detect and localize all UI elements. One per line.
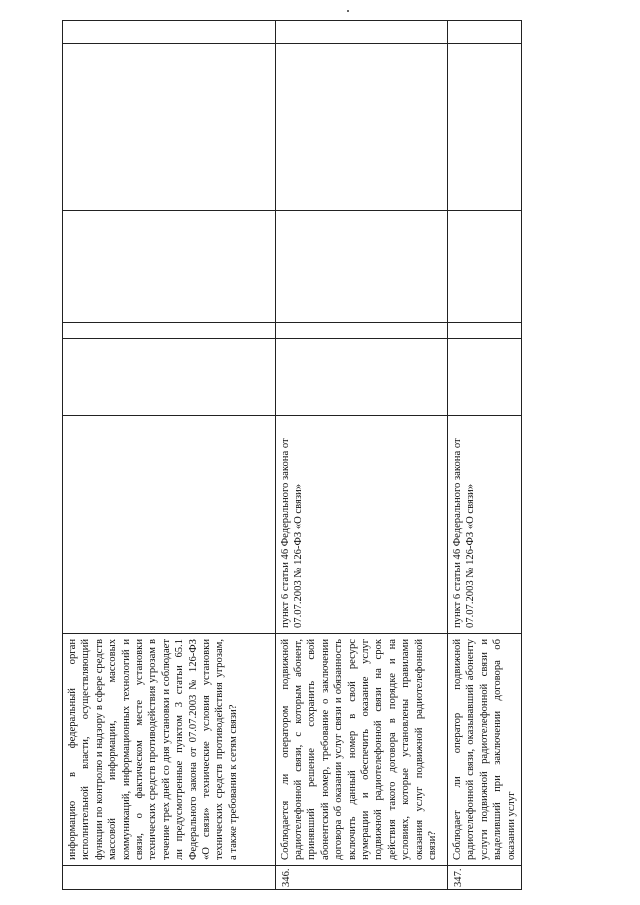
reference-cell: пункт 6 статьи 46 Федерального закона от 07.07.2003 № 126-ФЗ «О связи» (276, 415, 447, 633)
empty-cell (63, 338, 275, 415)
checklist-table (62, 20, 522, 890)
question-cell: Соблюдается ли оператором подвижной радиотелефонной связи, с которым абонент, принявший решение сохранить свой абонентский номер, требование о заключении договора об оказании услуг связи и обязанность включить данный номер в свой ресурс нумерации и обеспечить оказание услуг подвижной радиотелефонной связи на срок действия такого договора в порядке и на условиях, которые установлены правилами оказания услуг подвижной радиотелефонной связи? (276, 633, 447, 865)
empty-cell (63, 210, 275, 322)
scan-speck (347, 10, 349, 12)
row-number: 347. (448, 865, 521, 889)
empty-cell (276, 338, 447, 415)
empty-cell (63, 322, 275, 338)
empty-cell (448, 210, 521, 322)
table-container (62, 20, 522, 890)
empty-cell (63, 21, 275, 43)
row-number (63, 865, 275, 889)
question-cell: информацию в федеральный орган исполнительной власти, осуществляющий функции по контролю и надзору в сфере средств массовой информации, массовых коммуникаций, информационных технологий и связи, о фактическом месте установки технических средств противодействия угрозам в течение трех дней со дня установки и соблюдает ли предусмотренные пунктом 3 статьи 65.1 Федерального закона от 07.07.2003 № 126-ФЗ «О связи» технические условия установки технических средств противодействия угрозам, а также требования к сетям связи? (63, 633, 275, 865)
table-row (276, 21, 448, 889)
empty-cell (63, 43, 275, 210)
empty-cell (448, 338, 521, 415)
reference-cell: пункт 6 статьи 46 Федерального закона от 07.07.2003 № 126-ФЗ «О связи» (448, 415, 521, 633)
empty-cell (276, 322, 447, 338)
table-row (448, 21, 521, 889)
empty-cell (276, 43, 447, 210)
empty-cell (276, 21, 447, 43)
empty-cell (448, 322, 521, 338)
reference-cell (63, 415, 275, 633)
empty-cell (276, 210, 447, 322)
table-row (63, 21, 276, 889)
row-number: 346. (276, 865, 447, 889)
empty-cell (448, 21, 521, 43)
question-cell: Соблюдает ли оператор подвижной радиотелефонной связи, оказывавший абоненту услуги подвижной радиотелефонной связи и выделивший при заключении договора об оказании услуг (448, 633, 521, 865)
empty-cell (448, 43, 521, 210)
